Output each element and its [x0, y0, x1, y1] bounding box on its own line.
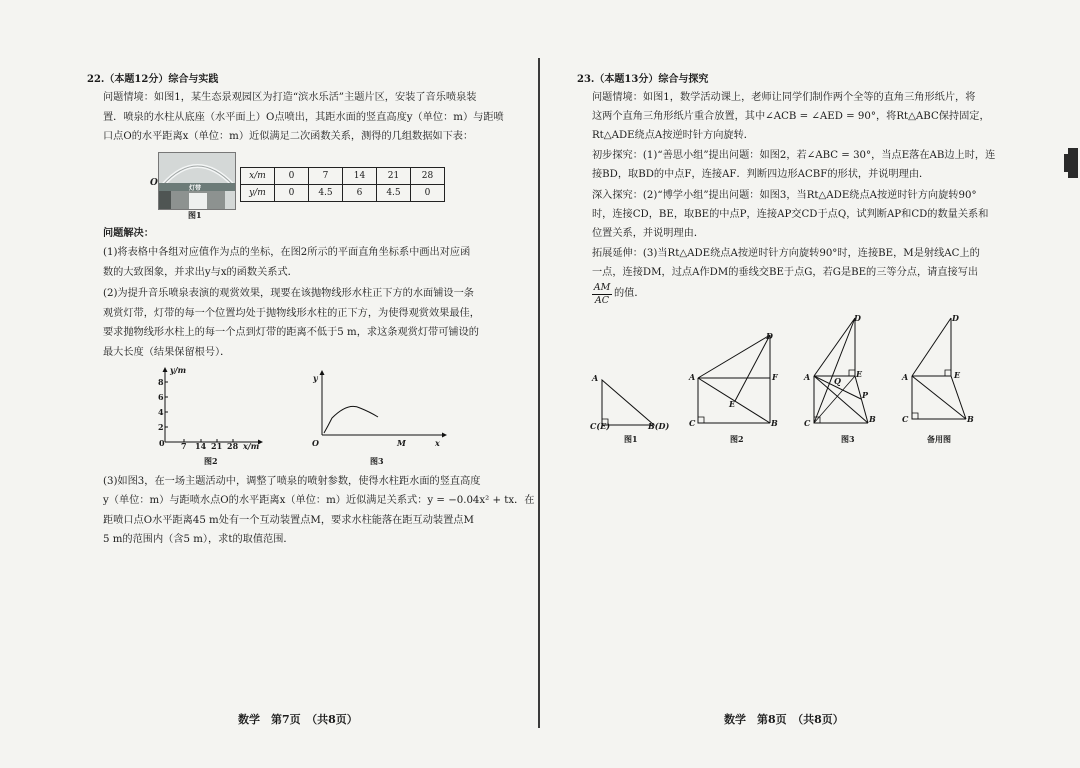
q22-part3-line-3: 距喷口点O水平距离45 m处有一个互动装置点M，要求水柱能落在距互动装置点M	[103, 515, 474, 526]
table-cell: 4.5	[309, 185, 343, 202]
fountain-point-o: O	[150, 178, 158, 188]
fig2-label-d: D	[766, 331, 773, 341]
table-head-x: x/m	[241, 168, 275, 185]
q23-figure-2	[690, 330, 785, 430]
fraction-numerator: AM	[593, 282, 611, 293]
q22-part2-line-1: (2)为提升音乐喷泉表演的观赏效果，现要在该抛物线形水柱正下方的水面铺设一条	[103, 288, 474, 299]
fig2-xtick-label: 21	[211, 441, 223, 451]
table-cell: 6	[343, 185, 377, 202]
page-divider	[538, 58, 540, 728]
page-7-footer: 数学 第7页 （共8页）	[238, 713, 358, 726]
page-7	[0, 0, 538, 768]
q23-fig1-caption: 图1	[624, 434, 638, 444]
fig2-y-arrow	[163, 367, 168, 372]
fig2-xtick-label: 28	[227, 441, 239, 451]
fig3-x-label: x	[435, 438, 440, 448]
table-cell: 0	[411, 185, 445, 202]
fig1-label-c: C(E)	[590, 421, 611, 431]
q22-part1-line-1: (1)将表格中各组对应值作为点的坐标，在图2所示的平面直角坐标系中画出对应函	[103, 247, 471, 258]
fig1-label-b: B(D)	[648, 421, 670, 431]
fig4-right-angle-e	[945, 370, 951, 376]
fig3-label-a: A	[804, 372, 811, 382]
figure-1-caption: 图1	[188, 210, 202, 220]
q22-part3-line-1: (3)如图3，在一场主题活动中，调整了喷泉的喷射参数，使得水柱距水面的竖直高度	[103, 476, 481, 487]
page-8-footer: 数学 第8页 （共8页）	[724, 713, 844, 726]
fig2-label-e: E	[729, 399, 736, 409]
q23-context-line-3: Rt△ADE绕点A按逆时针方向旋转．	[592, 130, 754, 141]
fraction-denominator: AC	[592, 294, 612, 307]
fig2-ytick-label: 4	[158, 407, 164, 417]
table-row-y	[241, 185, 445, 202]
fig2-x-label: x/m	[243, 441, 260, 451]
table-cell: 28	[411, 168, 445, 185]
fig3-label-p: P	[862, 390, 869, 400]
fig2-ytick-label: 6	[158, 392, 164, 402]
question-22-title: 22.（本题12分）综合与实践	[87, 74, 219, 85]
q22-context-line-3: 口点O的水平距离x（单位：m）近似满足二次函数关系，测得的几组数据如下表：	[103, 131, 474, 142]
q22-context-line-2: 置．喷泉的水柱从底座（水平面上）O点喷出，其距水面的竖直高度y（单位：m）与距喷	[103, 112, 504, 123]
fig4-ab	[912, 376, 966, 419]
q23-part3-line-1: 拓展延伸：(3)当Rt△ADE绕点A按逆时针方向旋转90°时，连接BE，M是射线AC上的	[592, 248, 980, 259]
fig2-label-b: B	[771, 418, 778, 428]
fig3-right-angle-e	[849, 370, 855, 376]
q22-part2-line-4: 最大长度（结果保留根号）．	[103, 347, 231, 358]
figure-3-caption: 图3	[370, 456, 384, 466]
q23-part1-line-2: 接BD，取BD的中点F，连接AF．判断四边形ACBF的形状，并说明理由．	[592, 169, 930, 180]
fig3-y-arrow	[320, 370, 325, 375]
q22-part3-line-2: y（单位：m）与距喷水点O的水平距离x（单位：m）近似满足关系式：y = −0.04x² + tx．在	[103, 495, 535, 506]
ratio-fraction	[592, 282, 612, 307]
q23-context-line-1: 问题情境：如图1，数学活动课上，老师让同学们制作两个全等的直角三角形纸片，将	[592, 92, 976, 103]
binding-edge-mark	[1068, 148, 1078, 178]
fig2-label-f: F	[772, 372, 778, 382]
fig4-label-e: E	[954, 370, 961, 380]
fig4-right-angle	[912, 413, 918, 419]
fig2-ad	[698, 335, 770, 378]
fig1-triangle	[602, 380, 654, 425]
figure-3-graph	[310, 368, 450, 443]
fig2-label-a: A	[689, 372, 696, 382]
q22-context-line-1: 问题情境：如图1，某生态景观园区为打造“滨水乐活”主题片区，安装了音乐喷泉装	[103, 92, 477, 103]
q23-part2-line-1: 深入探究：(2)“博学小组”提出问题：如图3，当Rt△ADE绕点A按逆时针方向旋转90°	[592, 190, 977, 201]
fraction-tail: 的值．	[614, 288, 645, 299]
fig4-label-c: C	[902, 414, 909, 424]
table-cell: 7	[309, 168, 343, 185]
fig2-xtick-label: 7	[181, 441, 187, 451]
fig3-label-d: D	[854, 313, 861, 323]
q22-part2-line-3: 要求抛物线形水柱上的每一个点到灯带的距离不低于5 m，求这条观赏灯带可铺设的	[103, 327, 479, 338]
fig3-label-b: B	[869, 414, 876, 424]
q23-figure-3	[806, 313, 886, 428]
q23-part2-line-3: 位置关系，并说明理由．	[592, 228, 705, 239]
fig3-ad	[814, 318, 855, 376]
fountain-photo-drawing	[159, 153, 235, 209]
fig3-label-e: E	[856, 369, 863, 379]
table-head-y: y/m	[241, 185, 275, 202]
table-cell: 0	[275, 168, 309, 185]
q23-backup-caption: 备用图	[927, 434, 951, 444]
fig1-label-a: A	[592, 373, 599, 383]
fig2-y-label: y/m	[170, 365, 187, 375]
fig2-right-angle	[698, 417, 704, 423]
table-cell: 14	[343, 168, 377, 185]
page-8	[542, 0, 1080, 768]
table-cell: 0	[275, 185, 309, 202]
table-row-x	[241, 168, 445, 185]
fig2-label-c: C	[689, 418, 696, 428]
q22-part1-line-2: 数的大致图象，并求出y与x的函数关系式．	[103, 267, 298, 278]
fig2-xtick-label: 14	[195, 441, 207, 451]
question-23-title: 23.（本题13分）综合与探究	[577, 74, 709, 85]
fig4-label-d: D	[952, 313, 959, 323]
fig3-origin: O	[312, 438, 319, 448]
q22-part3-line-4: 5 m的范围内（含5 m），求t的取值范围．	[103, 534, 294, 545]
q23-backup-figure	[904, 313, 984, 428]
fig3-x-arrow	[442, 433, 447, 438]
fig4-label-b: B	[967, 414, 974, 424]
fig3-label-c: C	[804, 418, 811, 428]
q22-part2-line-2: 观赏灯带，灯带的每一个位置均处于抛物线形水柱的正下方，为使得观赏效果最佳，	[103, 308, 480, 319]
fig3-y-label: y	[313, 373, 318, 383]
table-cell: 4.5	[377, 185, 411, 202]
fig3-point-m: M	[397, 438, 406, 448]
q23-context-line-2: 这两个直角三角形纸片重合放置，其中∠ACB = ∠AED = 90°，将Rt△ABC保持固定，	[592, 111, 990, 122]
xy-data-table	[240, 167, 445, 202]
fig2-ytick-label: 2	[158, 422, 164, 432]
fig2-ytick-label: 8	[158, 377, 164, 387]
q23-part2-line-2: 时，连接CD，BE，取BE的中点P，连接AP交CD于点Q，试判断AP和CD的数量关系和	[592, 209, 989, 220]
fig4-label-a: A	[902, 372, 909, 382]
q23-fig2-caption: 图2	[730, 434, 744, 444]
fountain-photo	[158, 152, 236, 210]
fig3-water-arc	[324, 406, 378, 433]
table-cell: 21	[377, 168, 411, 185]
problem-solving-heading: 问题解决：	[103, 227, 154, 239]
q23-fig3-caption: 图3	[841, 434, 855, 444]
figure-2-caption: 图2	[204, 456, 218, 466]
fig4-ad	[912, 318, 951, 376]
light-strip-tag: 灯带	[189, 185, 202, 192]
q23-part1-line-1: 初步探究：(1)“善思小组”提出问题：如图2，若∠ABC = 30°，当点E落在AB边上时，连	[592, 150, 996, 161]
q23-part3-line-2: 一点，连接DM，过点A作DM的垂线交BE于点G，若G是BE的三等分点，请直接写出	[592, 267, 979, 278]
fig3-label-q: Q	[834, 376, 841, 386]
fig3-ab	[814, 376, 868, 423]
fig2-origin: 0	[159, 438, 165, 448]
